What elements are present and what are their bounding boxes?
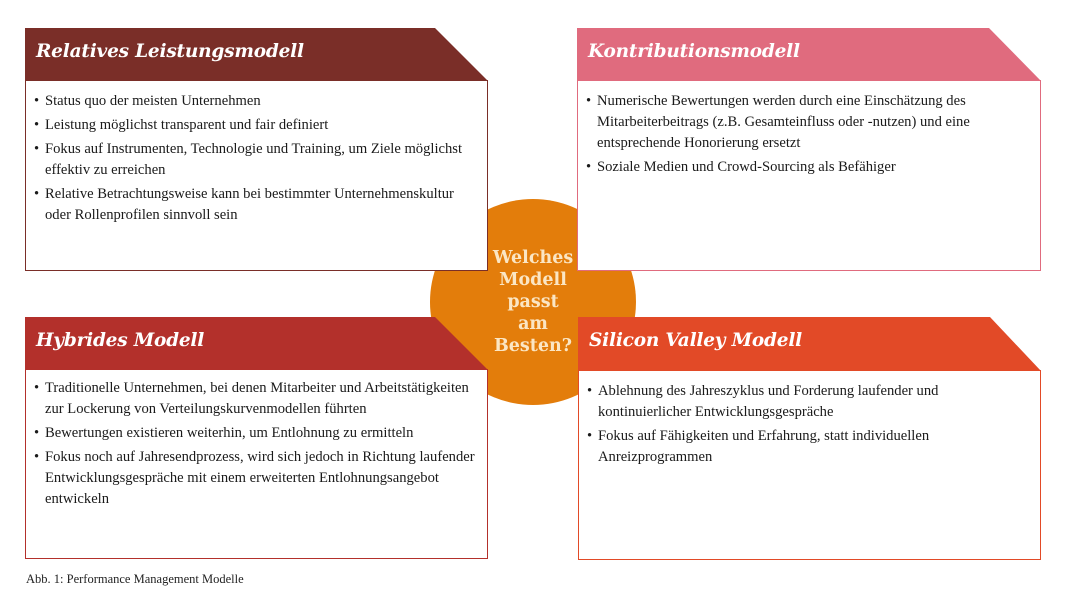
- card-body: [577, 80, 1041, 271]
- card-title: Relatives Leistungsmodell: [36, 41, 304, 62]
- card-kontributionsmodell: [577, 28, 1041, 271]
- bullet-list: [34, 378, 477, 510]
- bullet-list: [586, 91, 1030, 178]
- bullet-item: • Relative Betrachtungsweise kann bei bestimmter Unternehmenskultur oder Rollenprofilen sinnvoll sein: [34, 184, 477, 226]
- bullet-item: • Bewertungen existieren weiterhin, um Entlohnung zu ermitteln: [34, 423, 477, 444]
- card-body: [25, 80, 488, 271]
- card-relatives-leistungsmodell: [25, 28, 488, 271]
- card-body: [25, 369, 488, 559]
- card-title: Silicon Valley Modell: [589, 330, 802, 351]
- bullet-item: • Fokus auf Instrumenten, Technologie und Training, um Ziele möglichst effektiv zu erreichen: [34, 139, 477, 181]
- bullet-item: • Fokus noch auf Jahresendprozess, wird sich jedoch in Richtung laufender Entwicklungsgespräche mit einem erweiterten Entlohnungsangebot entwickeln: [34, 447, 477, 510]
- bullet-item: • Leistung möglichst transparent und fair definiert: [34, 115, 477, 136]
- center-question: [430, 199, 636, 405]
- card-title: Hybrides Modell: [36, 330, 205, 351]
- bullet-item: • Fokus auf Fähigkeiten und Erfahrung, statt individuellen Anreizprogrammen: [587, 426, 1030, 468]
- bullet-item: • Ablehnung des Jahreszyklus und Forderung laufender und kontinuierlicher Entwicklungsgespräche: [587, 381, 1030, 423]
- bullet-item: • Soziale Medien und Crowd-Sourcing als Befähiger: [586, 157, 1030, 178]
- figure-caption: Abb. 1: Performance Management Modelle: [26, 572, 244, 586]
- card-header: [577, 28, 1041, 80]
- center-line: am: [518, 314, 548, 334]
- card-silicon-valley-modell: [578, 317, 1041, 559]
- card-header: [25, 317, 488, 369]
- bullet-list: [34, 91, 477, 226]
- bullet-item: • Traditionelle Unternehmen, bei denen Mitarbeiter und Arbeitstätigkeiten zur Lockerung von Verteilungskurvenmodellen führten: [34, 378, 477, 420]
- bullet-item: • Numerische Bewertungen werden durch eine Einschätzung des Mitarbeiterbeitrags (z.B. Gesamteinfluss oder -nutzen) und eine entsprechende Honorierung ersetzt: [586, 91, 1030, 154]
- card-title: Kontributionsmodell: [588, 41, 800, 62]
- card-hybrides-modell: [25, 317, 488, 559]
- center-line: Modell passt: [499, 270, 567, 312]
- card-header: [578, 317, 1041, 369]
- card-body: [578, 370, 1041, 560]
- bullet-item: • Status quo der meisten Unternehmen: [34, 91, 477, 112]
- card-header: [25, 28, 488, 80]
- center-line: Welches: [492, 248, 574, 268]
- bullet-list: [587, 381, 1030, 468]
- center-line: Besten?: [494, 336, 572, 356]
